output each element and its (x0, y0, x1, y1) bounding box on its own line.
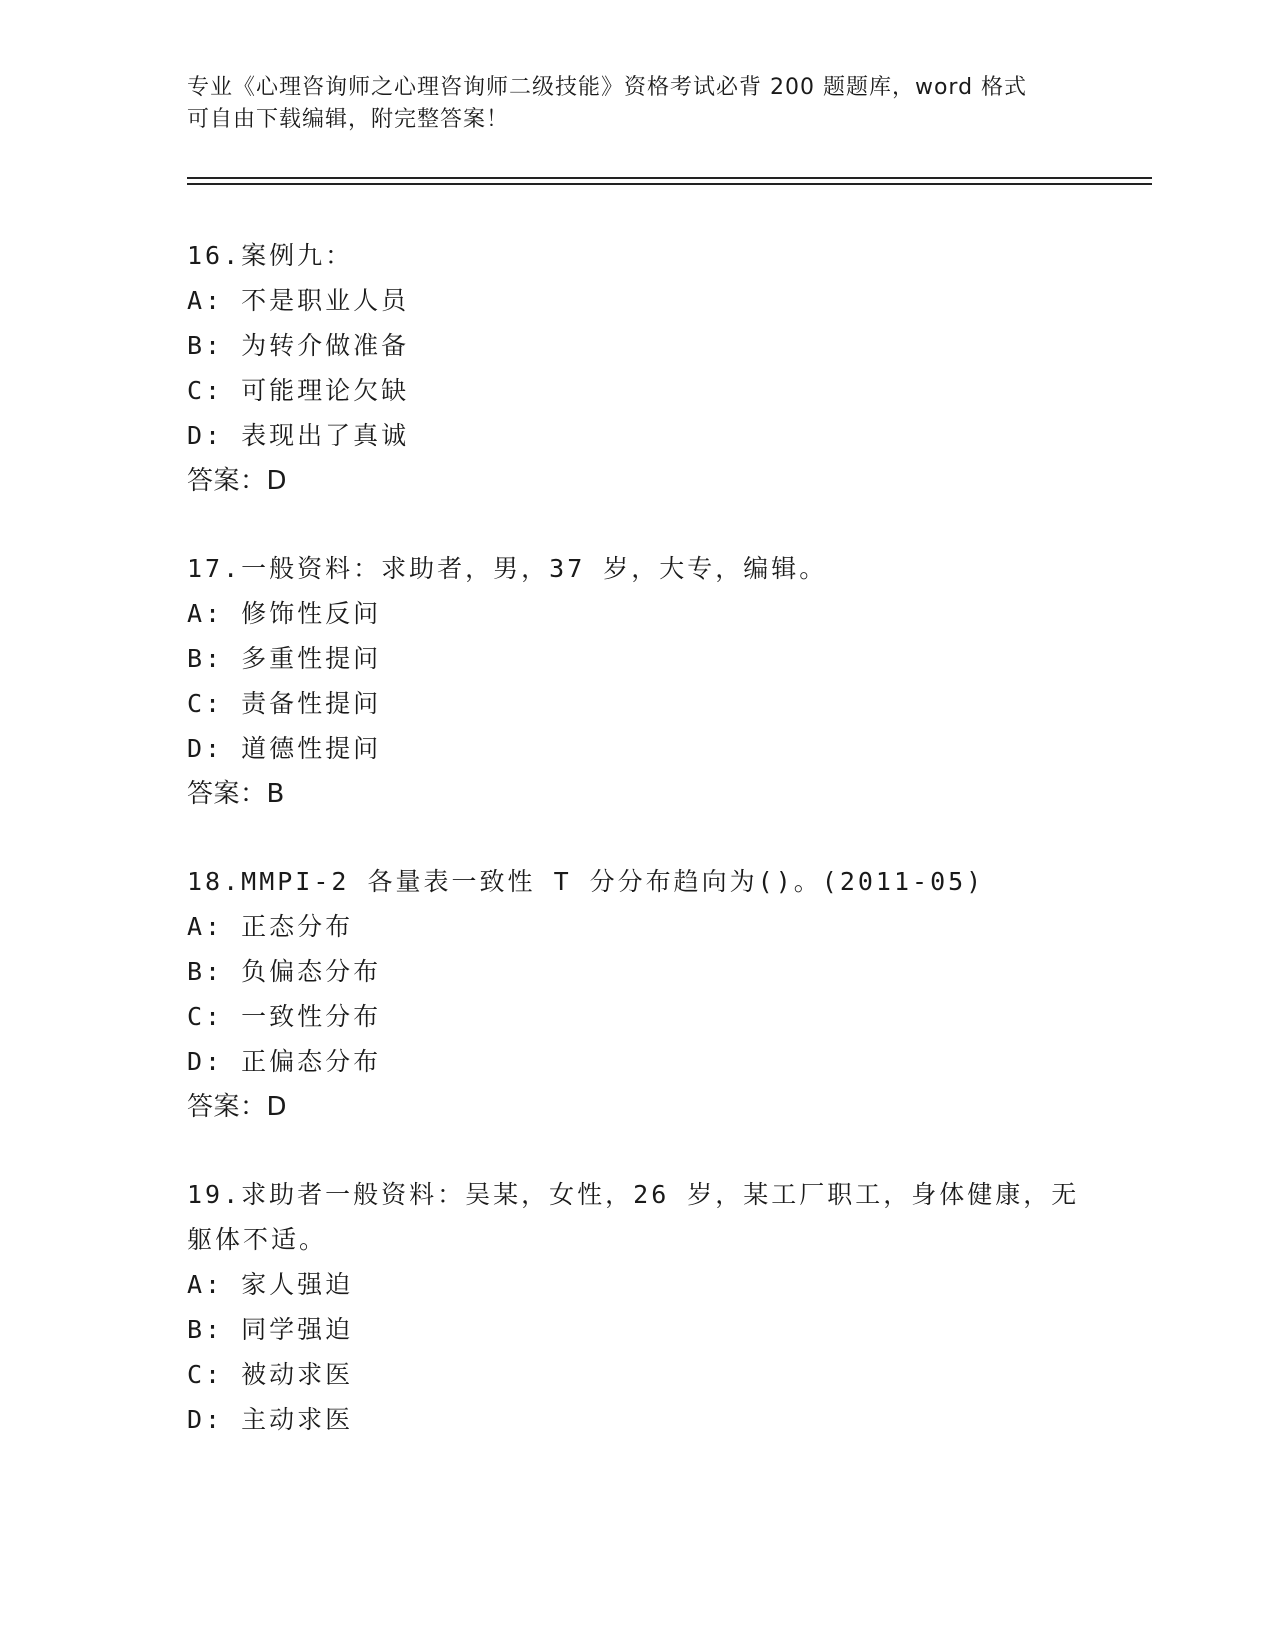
option-c: C: 可能理论欠缺 (187, 376, 410, 405)
option-a: A: 修饰性反问 (187, 599, 382, 628)
header-divider-bottom (187, 183, 1152, 185)
question-stem: 18.MMPI-2 各量表一致性 T 分分布趋向为()。(2011-05) (187, 867, 985, 896)
question-stem: 16.案例九： (187, 241, 354, 270)
option-d: D: 主动求医 (187, 1405, 354, 1434)
question-stem: 19.求助者一般资料：吴某，女性，26 岁，某工厂职工，身体健康，无 (187, 1180, 1080, 1209)
option-b: B: 为转介做准备 (187, 331, 410, 360)
header-line-2: 可自由下载编辑，附完整答案！ (187, 107, 510, 132)
answer-line: 答案：D (187, 1092, 288, 1122)
option-d: D: 道德性提问 (187, 734, 382, 763)
option-c: C: 被动求医 (187, 1360, 354, 1389)
option-a: A: 正态分布 (187, 912, 354, 941)
option-d: D: 正偏态分布 (187, 1047, 382, 1076)
option-d: D: 表现出了真诚 (187, 421, 410, 450)
question-18 (187, 859, 1117, 1130)
document-header (187, 72, 1087, 136)
option-c: C: 一致性分布 (187, 1002, 382, 1031)
question-stem-continued: 躯体不适。 (187, 1225, 328, 1254)
option-a: A: 不是职业人员 (187, 286, 410, 315)
option-b: B: 多重性提问 (187, 644, 382, 673)
option-a: A: 家人强迫 (187, 1270, 354, 1299)
header-divider-top (187, 177, 1152, 179)
option-b: B: 负偏态分布 (187, 957, 382, 986)
question-19 (187, 1172, 1117, 1442)
option-b: B: 同学强迫 (187, 1315, 354, 1344)
header-line-1: 专业《心理咨询师之心理咨询师二级技能》资格考试必背 200 题题库，word 格式 (187, 75, 1028, 100)
question-list (187, 233, 1117, 1484)
question-17 (187, 546, 1117, 817)
answer-line: 答案：B (187, 779, 285, 809)
question-16 (187, 233, 1117, 504)
question-stem: 17.一般资料：求助者，男，37 岁，大专，编辑。 (187, 554, 828, 583)
option-c: C: 责备性提问 (187, 689, 382, 718)
answer-line: 答案：D (187, 466, 288, 496)
